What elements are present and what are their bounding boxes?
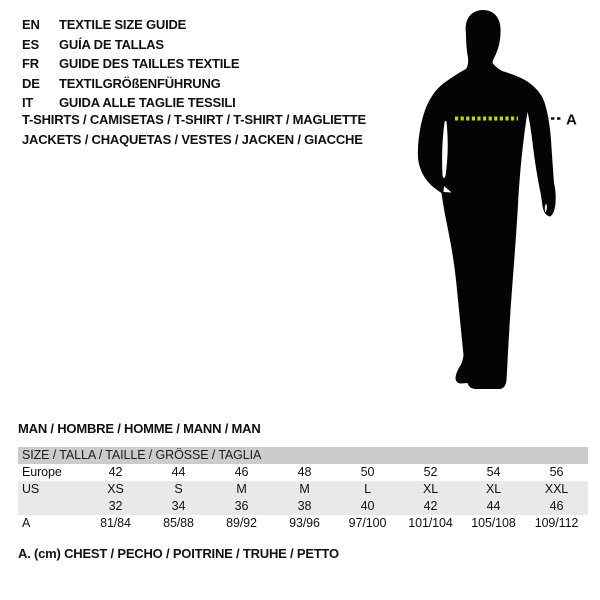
- size-cell: S: [174, 482, 183, 496]
- size-cell: 89/92: [226, 516, 257, 530]
- size-cell: 40: [360, 499, 375, 513]
- language-row-de: [22, 74, 239, 94]
- table-row-us-numbers: [18, 498, 588, 515]
- measure-label-a: A: [566, 111, 577, 129]
- size-cell: 42: [108, 465, 123, 479]
- size-cell: 85/88: [163, 516, 194, 530]
- size-cell: 54: [486, 465, 501, 479]
- size-cell: 56: [549, 465, 564, 479]
- row-label: US: [22, 482, 40, 496]
- language-label: TEXTILE SIZE GUIDE: [59, 17, 187, 32]
- language-label: GUIDA ALLE TAGLIE TESSILI: [59, 95, 236, 110]
- size-cell: 105/108: [471, 516, 516, 530]
- size-cell: 52: [423, 465, 438, 479]
- size-cell: 44: [486, 499, 501, 513]
- table-row-chest-a: [18, 515, 588, 532]
- size-cell: XL: [485, 482, 502, 496]
- size-cell: 101/104: [408, 516, 453, 530]
- size-table: [18, 447, 588, 532]
- size-cell: 38: [297, 499, 312, 513]
- table-row-us-letters: [18, 481, 588, 498]
- size-cell: XL: [422, 482, 439, 496]
- category-tshirts: T-SHIRTS / CAMISETAS / T-SHIRT / T-SHIRT / MAGLIETTE: [22, 112, 366, 127]
- size-cell: 46: [234, 465, 249, 479]
- size-cell: L: [364, 482, 371, 496]
- size-cell: 81/84: [100, 516, 131, 530]
- size-cell: 32: [108, 499, 123, 513]
- section-title-man: MAN / HOMBRE / HOMME / MANN / MAN: [18, 421, 261, 436]
- table-row-europe: [18, 464, 588, 481]
- man-silhouette: [400, 0, 600, 400]
- size-cell: 50: [360, 465, 375, 479]
- language-code: FR: [22, 56, 39, 71]
- category-list: [22, 110, 366, 150]
- language-list: [22, 15, 239, 113]
- size-cell: 48: [297, 465, 312, 479]
- size-cell: 109/112: [534, 516, 579, 530]
- man-body-shape: [418, 10, 556, 389]
- size-cell: 44: [171, 465, 186, 479]
- language-row-fr: [22, 54, 239, 74]
- language-row-en: [22, 15, 239, 35]
- language-label: TEXTILGRÖßENFÜHRUNG: [59, 75, 221, 91]
- category-jackets: JACKETS / CHAQUETAS / VESTES / JACKEN / GIACCHE: [22, 132, 363, 147]
- language-code: EN: [22, 17, 40, 32]
- size-cell: M: [299, 482, 310, 496]
- size-cell: 46: [549, 499, 564, 513]
- size-cell: M: [236, 482, 247, 496]
- language-code: IT: [22, 95, 34, 110]
- size-cell: 97/100: [348, 516, 387, 530]
- size-cell: 93/96: [289, 516, 320, 530]
- language-label: GUIDE DES TAILLES TEXTILE: [59, 56, 240, 71]
- language-code: DE: [22, 75, 40, 91]
- row-label: Europe: [22, 465, 62, 479]
- size-cell: XXL: [544, 482, 569, 496]
- size-table-header: SIZE / TALLA / TAILLE / GRÖSSE / TAGLIA: [18, 447, 588, 464]
- size-cell: 34: [171, 499, 186, 513]
- measurement-footnote: A. (cm) CHEST / PECHO / POITRINE / TRUHE / PETTO: [18, 546, 339, 561]
- language-row-es: [22, 35, 239, 55]
- row-label: [18, 498, 84, 515]
- language-code: ES: [22, 36, 39, 52]
- size-cell: XS: [107, 482, 124, 496]
- row-label: A: [22, 516, 31, 530]
- size-cell: 42: [423, 499, 438, 513]
- size-cell: 36: [234, 499, 249, 513]
- language-label: GUÍA DE TALLAS: [59, 36, 164, 52]
